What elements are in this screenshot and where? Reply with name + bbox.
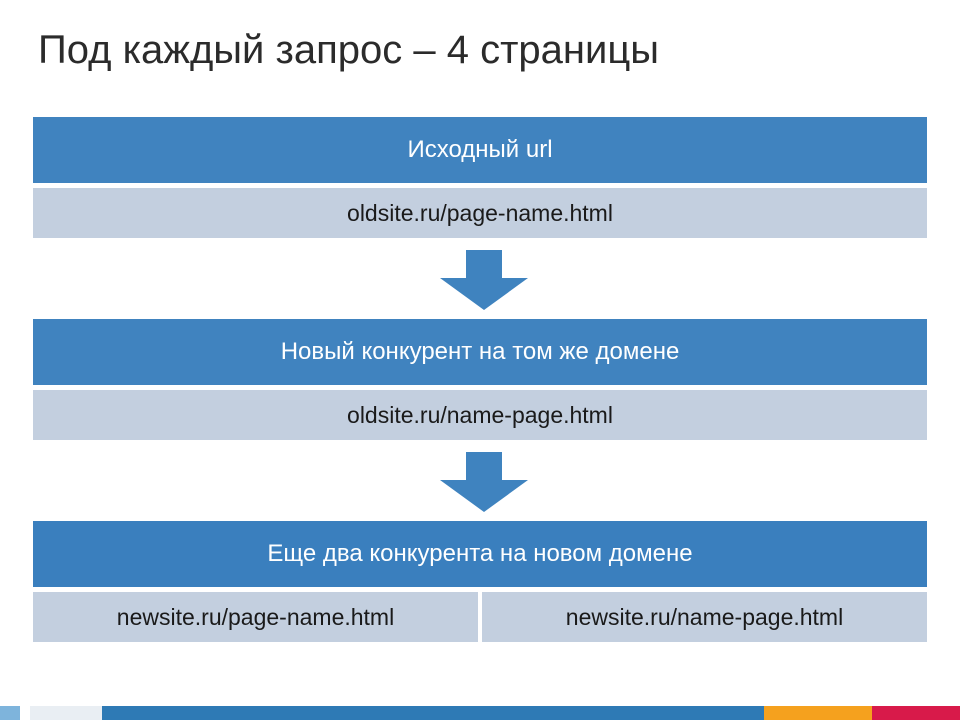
down-arrow-icon-1 xyxy=(440,250,528,310)
block-3-cells xyxy=(33,592,927,642)
page-title: Под каждый запрос – 4 страницы xyxy=(38,28,659,72)
block-2-cell-1: oldsite.ru/name-page.html xyxy=(33,390,927,440)
footer-segment-pale xyxy=(30,706,102,720)
footer-decoration-bar xyxy=(0,706,960,720)
footer-segment-red xyxy=(872,706,960,720)
down-arrow-icon-2 xyxy=(440,452,528,512)
footer-segment-white xyxy=(20,706,30,720)
diagram-block-1 xyxy=(33,117,927,238)
block-3-cell-2: newsite.ru/name-page.html xyxy=(482,592,927,642)
block-1-header: Исходный url xyxy=(33,117,927,183)
footer-segment-orange xyxy=(764,706,872,720)
block-1-cells xyxy=(33,188,927,238)
diagram-block-3 xyxy=(33,521,927,642)
block-3-cell-1: newsite.ru/page-name.html xyxy=(33,592,478,642)
block-2-cells xyxy=(33,390,927,440)
block-3-header: Еще два конкурента на новом домене xyxy=(33,521,927,587)
footer-segment-blue xyxy=(102,706,764,720)
block-1-cell-1: oldsite.ru/page-name.html xyxy=(33,188,927,238)
diagram-block-2 xyxy=(33,319,927,440)
block-2-header: Новый конкурент на том же домене xyxy=(33,319,927,385)
footer-segment-light-blue xyxy=(0,706,20,720)
